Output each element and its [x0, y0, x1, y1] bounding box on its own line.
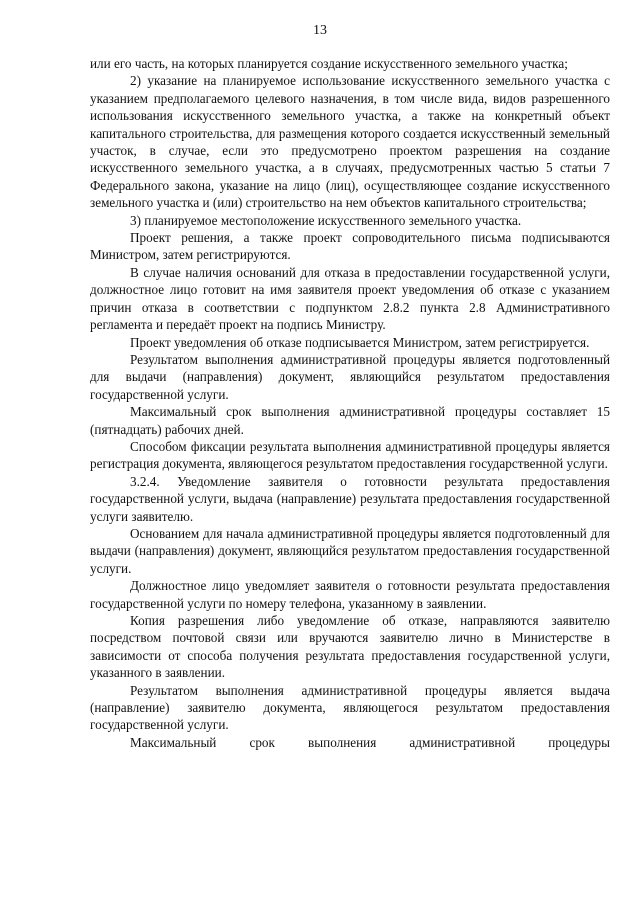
- section-heading-3-2-4: 3.2.4. Уведомление заявителя о готовности результата предоставления государственной услуги, выдача (направление) результата предоставления государственной услуги заявителю.: [90, 473, 610, 524]
- paragraph: Копия разрешения либо уведомление об отказе, направляются заявителю посредством почтовой связи или вручаются заявителю лично в Министерстве в зависимости от способа получения результата предоставления государственной услуги, указанного в заявлении.: [90, 613, 610, 681]
- paragraph-truncated: Максимальный срок выполнения административной процедуры: [130, 734, 610, 750]
- paragraph-list-item-2: 2) указание на планируемое использование искусственного земельного участка с указанием предполагаемого целевого назначения, в том числе вида, видов разрешенного использования искусственного земельного участка, а также на конкретный объект капитального строительства, для размещения которого создается искусственный земельный участок, в случае, если это предусмотрено проектом разрешения на создание искусственного земельного участка, а в случаях, предусмотренных частью 5 статьи 7 Федерального закона, указание на лицо (лиц), осуществляющее создание искусственного земельного участка и (или) строительство на нем объектов капитального строительства;: [90, 73, 610, 211]
- paragraph: Результатом выполнения административной процедуры является подготовленный для выдачи (направления) документ, являющийся результатом предоставления государственной услуги.: [90, 351, 610, 402]
- paragraph-continuation: или его часть, на которых планируется создание искусственного земельного участка;: [90, 56, 568, 71]
- page-number: 13: [313, 23, 327, 38]
- document-body: [90, 55, 610, 751]
- paragraph: Проект решения, а также проект сопроводительного письма подписываются Министром, затем регистрируются.: [90, 230, 610, 263]
- paragraph: Способом фиксации результата выполнения административной процедуры является регистрация документа, являющегося результатом предоставления государственной услуги.: [90, 438, 610, 472]
- paragraph: Результатом выполнения административной процедуры является выдача (направление) заявителю документа, являющегося результатом предоставления государственной услуги.: [90, 682, 610, 733]
- paragraph-list-item-3: 3) планируемое местоположение искусственного земельного участка.: [130, 212, 522, 228]
- paragraph: В случае наличия оснований для отказа в предоставлении государственной услуги, должностное лицо готовит на имя заявителя проект уведомления об отказе с указанием причин отказа в соответствии с подпунктом 2.8.2 пункта 2.8 Административного регламента и передаёт проект на подпись Министру.: [90, 264, 610, 333]
- paragraph: Проект уведомления об отказе подписывается Министром, затем регистрируется.: [130, 334, 590, 350]
- paragraph: Должностное лицо уведомляет заявителя о готовности результата предоставления государственной услуги по номеру телефона, указанному в заявлении.: [90, 578, 610, 611]
- paragraph: Максимальный срок выполнения административной процедуры составляет 15 (пятнадцать) рабочих дней.: [90, 404, 610, 437]
- paragraph: Основанием для начала административной процедуры является подготовленный для выдачи (направления) документ, являющийся результатом предоставления государственной услуги.: [90, 525, 610, 576]
